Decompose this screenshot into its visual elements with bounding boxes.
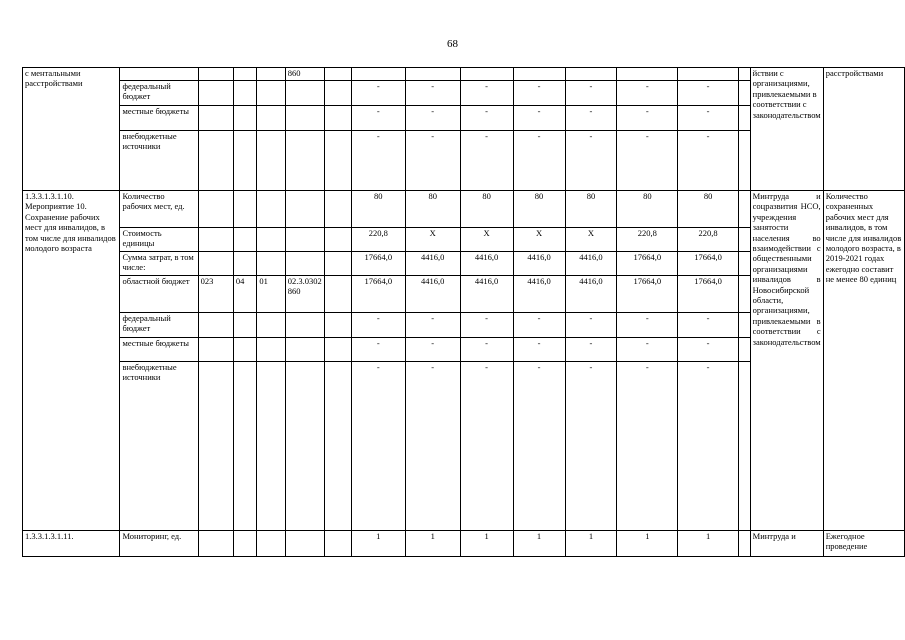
source-cell: федеральный бюджет	[120, 81, 198, 106]
measure-title: Мероприятие 10. Сохранение рабочих мест для инвалидов, в том числе для инвалидов молодого возраста	[25, 201, 116, 254]
program-table	[22, 67, 905, 557]
source-cell: федеральный бюджет	[120, 313, 198, 338]
source-cell	[120, 68, 198, 81]
table-row: 1.3.3.1.3.1.10. Мероприятие 10. Сохранение рабочих мест для инвалидов, в том числе для инвалидов молодого возраста Количество рабочих мест, ед. 80 80 80 80 80 80 80 Минтруда и соцразвития НСО, учреждения занятости населения во взаимодействии с общественными организациями инвалидов в Новосибирской области, организациями, привлекаемыми в соответствии с законодательством Количество сохраненных рабочих мест для инвалидов, в том числе для инвалидов молодого возраста, в 2019-2021 годах ежегодно составит не менее 80 единиц	[23, 191, 905, 228]
grbs-cell: 023	[198, 276, 233, 313]
source-cell: областной бюджет	[120, 276, 198, 313]
result-cell: расстройствами	[823, 68, 904, 191]
table-row: местные бюджеты - - - - - - -	[23, 106, 905, 131]
source-cell: Мониторинг, ед.	[120, 531, 198, 557]
table-row: местные бюджеты - - - - - - -	[23, 338, 905, 362]
table-row: внебюджетные источники - - - - - - -	[23, 362, 905, 531]
table-row: федеральный бюджет - - - - - - -	[23, 313, 905, 338]
table-row: Сумма затрат, в том числе: 17664,0 4416,0 4416,0 4416,0 4416,0 17664,0 17664,0	[23, 252, 905, 276]
measure-name: с ментальными расстройствами	[23, 68, 120, 191]
source-cell: местные бюджеты	[120, 106, 198, 131]
measure-code: 1.3.3.1.3.1.11.	[23, 531, 120, 557]
measure-code: 1.3.3.1.3.1.10.	[25, 191, 74, 201]
table-row: областной бюджет 023 04 01 02.3.0302 860 17664,0 4416,0 4416,0 4416,0 4416,0 17664,0 17664,0	[23, 276, 905, 313]
pr-cell: 01	[257, 276, 285, 313]
rz-cell: 04	[233, 276, 257, 313]
source-cell: Стоимость единицы	[120, 228, 198, 252]
csr-cell: 02.3.0302 860	[285, 276, 324, 313]
result-cell: Количество сохраненных рабочих мест для инвалидов, в том числе для инвалидов молодого возраста, в 2019-2021 годах ежегодно составит не менее 80 единиц	[823, 191, 904, 531]
executor-cell: Минтруда и соцразвития НСО, учреждения занятости населения во взаимодействии с общественными организациями инвалидов в Новосибирской области, организациями, привлекаемыми в соответствии с законодательством	[750, 191, 823, 531]
measure-name	[23, 191, 120, 531]
result-cell: Ежегодное проведение	[823, 531, 904, 557]
table-row: Стоимость единицы 220,8 X X X X 220,8 220,8	[23, 228, 905, 252]
executor-cell: Минтруда и	[750, 531, 823, 557]
executor-cell: йствии с организациями, привлекаемыми в соответствии с законодательством	[750, 68, 823, 191]
source-cell: Сумма затрат, в том числе:	[120, 252, 198, 276]
csr-cell: 860	[285, 68, 324, 81]
table-row: внебюджетные источники - - - - - - -	[23, 131, 905, 191]
table-row	[23, 68, 905, 81]
table-row: федеральный бюджет - - - - - - -	[23, 81, 905, 106]
source-cell: Количество рабочих мест, ед.	[120, 191, 198, 228]
page-number: 68	[447, 38, 458, 50]
source-cell: местные бюджеты	[120, 338, 198, 362]
table-row: 1.3.3.1.3.1.11. Мониторинг, ед. 1 1 1 1 1 1 1 Минтруда и Ежегодное проведение	[23, 531, 905, 557]
source-cell: внебюджетные источники	[120, 362, 198, 531]
source-cell: внебюджетные источники	[120, 131, 198, 191]
